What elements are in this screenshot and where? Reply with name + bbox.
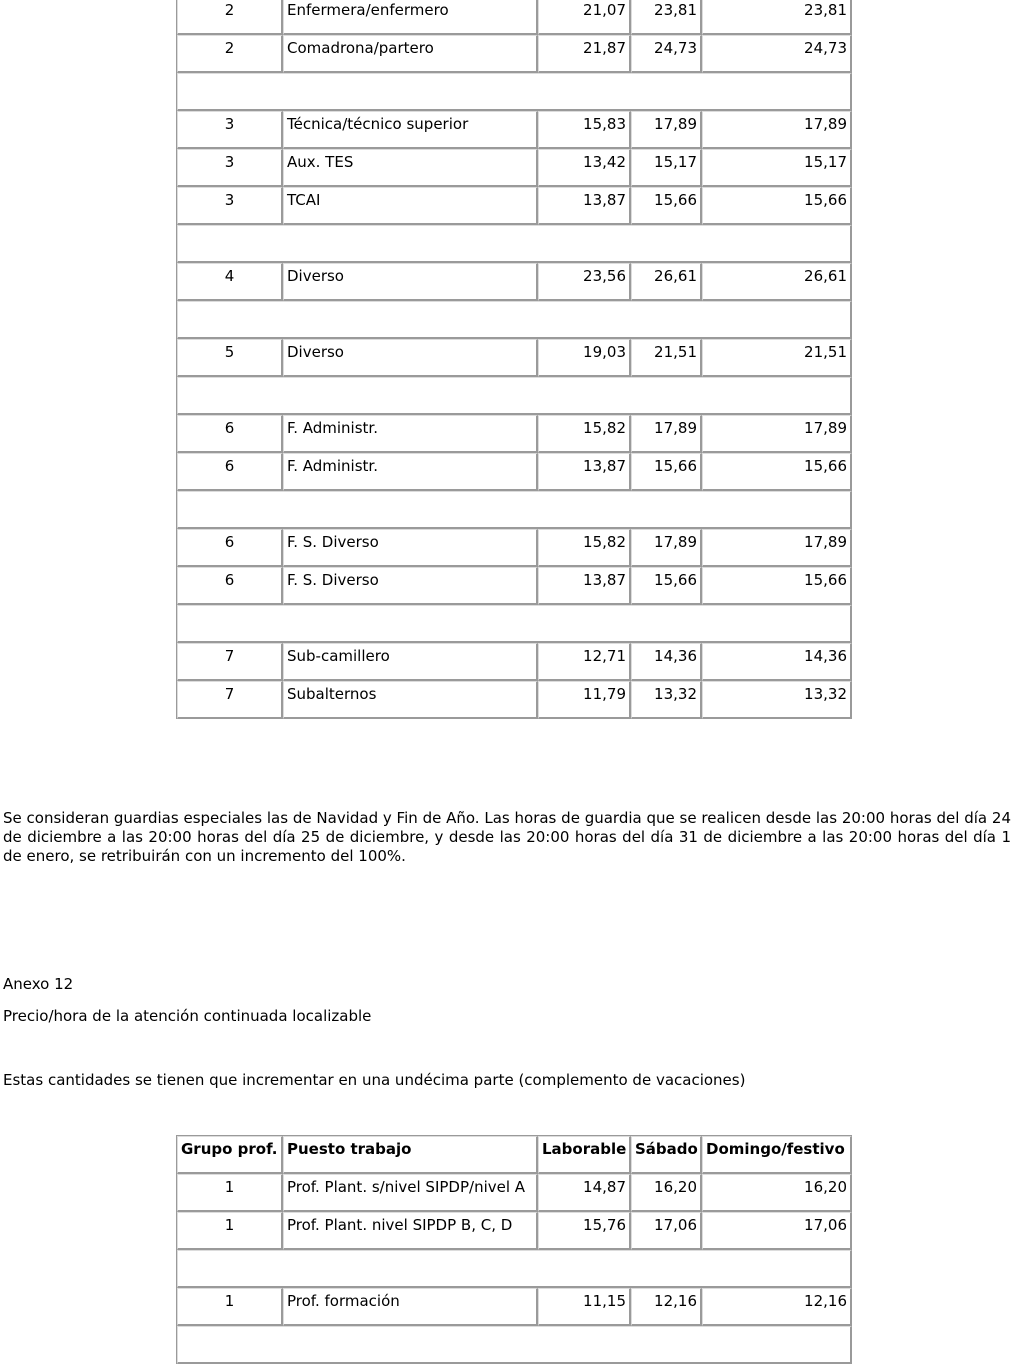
- cell-group: 1: [177, 1212, 283, 1250]
- cell-domingo: 17,06: [702, 1212, 852, 1250]
- cell-laborable: 15,76: [538, 1212, 631, 1250]
- cell-job: Diverso: [283, 339, 538, 377]
- table-row: [177, 567, 852, 605]
- localizable-rates-table: [176, 1135, 852, 1364]
- spacer-cell: [177, 1326, 852, 1364]
- spacer-row: [177, 1326, 852, 1364]
- cell-sabado: 21,51: [631, 339, 702, 377]
- cell-domingo: 17,89: [702, 415, 852, 453]
- spacer-cell: [177, 225, 852, 263]
- cell-sabado: 26,61: [631, 263, 702, 301]
- table-row: [177, 529, 852, 567]
- cell-sabado: 14,36: [631, 643, 702, 681]
- cell-sabado: 12,16: [631, 1288, 702, 1326]
- spacer-cell: [177, 301, 852, 339]
- spacer-cell: [177, 1250, 852, 1288]
- cell-sabado: 13,32: [631, 681, 702, 719]
- cell-laborable: 23,56: [538, 263, 631, 301]
- cell-laborable: 14,87: [538, 1174, 631, 1212]
- header-sabado: Sábado: [631, 1136, 702, 1174]
- cell-domingo: 13,32: [702, 681, 852, 719]
- cell-laborable: 13,87: [538, 453, 631, 491]
- table-row: [177, 35, 852, 73]
- cell-laborable: 11,79: [538, 681, 631, 719]
- spacer-row: [177, 491, 852, 529]
- cell-group: 4: [177, 263, 283, 301]
- cell-domingo: 21,51: [702, 339, 852, 377]
- cell-laborable: 13,87: [538, 187, 631, 225]
- cell-domingo: 15,66: [702, 187, 852, 225]
- table-header-row: [177, 1136, 852, 1174]
- table-row: [177, 681, 852, 719]
- cell-laborable: 15,82: [538, 415, 631, 453]
- annex-note: Estas cantidades se tienen que incrementar en una undécima parte (complemento de vacaciones): [3, 1071, 746, 1089]
- cell-job: F. Administr.: [283, 415, 538, 453]
- cell-domingo: 15,17: [702, 149, 852, 187]
- cell-sabado: 15,66: [631, 187, 702, 225]
- cell-laborable: 13,42: [538, 149, 631, 187]
- cell-job: TCAI: [283, 187, 538, 225]
- cell-group: 7: [177, 643, 283, 681]
- cell-job: Prof. formación: [283, 1288, 538, 1326]
- cell-sabado: 24,73: [631, 35, 702, 73]
- cell-group: 1: [177, 1174, 283, 1212]
- cell-job: F. Administr.: [283, 453, 538, 491]
- table-row: [177, 453, 852, 491]
- cell-laborable: 21,07: [538, 0, 631, 35]
- cell-laborable: 15,82: [538, 529, 631, 567]
- table-row: [177, 149, 852, 187]
- cell-laborable: 19,03: [538, 339, 631, 377]
- cell-group: 3: [177, 149, 283, 187]
- cell-domingo: 17,89: [702, 529, 852, 567]
- cell-sabado: 17,89: [631, 415, 702, 453]
- cell-sabado: 15,66: [631, 567, 702, 605]
- table-row: [177, 111, 852, 149]
- guard-rates-table-body: [177, 0, 852, 719]
- cell-job: Prof. Plant. s/nivel SIPDP/nivel A: [283, 1174, 538, 1212]
- cell-domingo: 23,81: [702, 0, 852, 35]
- cell-job: Enfermera/enfermero: [283, 0, 538, 35]
- cell-laborable: 12,71: [538, 643, 631, 681]
- table-row: [177, 0, 852, 35]
- cell-job: Comadrona/partero: [283, 35, 538, 73]
- cell-group: 3: [177, 111, 283, 149]
- cell-domingo: 24,73: [702, 35, 852, 73]
- cell-sabado: 15,17: [631, 149, 702, 187]
- cell-group: 3: [177, 187, 283, 225]
- table-row: [177, 1174, 852, 1212]
- localizable-rates-table-body: [177, 1174, 852, 1364]
- table-row: [177, 415, 852, 453]
- spacer-row: [177, 73, 852, 111]
- table-row: [177, 1288, 852, 1326]
- cell-job: Diverso: [283, 263, 538, 301]
- cell-group: 6: [177, 529, 283, 567]
- table-row: [177, 263, 852, 301]
- cell-group: 2: [177, 0, 283, 35]
- annex-subtitle: Precio/hora de la atención continuada localizable: [3, 1007, 372, 1025]
- cell-job: F. S. Diverso: [283, 567, 538, 605]
- table-row: [177, 187, 852, 225]
- cell-sabado: 17,06: [631, 1212, 702, 1250]
- cell-domingo: 12,16: [702, 1288, 852, 1326]
- table-row: [177, 1212, 852, 1250]
- header-group: Grupo prof.: [177, 1136, 283, 1174]
- cell-sabado: 17,89: [631, 529, 702, 567]
- cell-group: 6: [177, 567, 283, 605]
- spacer-cell: [177, 377, 852, 415]
- cell-group: 6: [177, 415, 283, 453]
- cell-domingo: 16,20: [702, 1174, 852, 1212]
- cell-domingo: 26,61: [702, 263, 852, 301]
- cell-sabado: 15,66: [631, 453, 702, 491]
- cell-group: 7: [177, 681, 283, 719]
- header-laborable: Laborable: [538, 1136, 631, 1174]
- spacer-row: [177, 1250, 852, 1288]
- table-row: [177, 339, 852, 377]
- annex-title: Anexo 12: [3, 975, 74, 993]
- guard-rates-table: [176, 0, 852, 719]
- spacer-cell: [177, 605, 852, 643]
- cell-domingo: 14,36: [702, 643, 852, 681]
- spacer-row: [177, 377, 852, 415]
- cell-job: Sub-camillero: [283, 643, 538, 681]
- special-guard-paragraph: Se consideran guardias especiales las de Navidad y Fin de Año. Las horas de guardia que se realicen desde las 20:00 horas del día 24 de diciembre a las 20:00 horas del día 25 de diciembre, y desde las 20:00 horas del día 31 de diciembre a las 20:00 horas del día 1 de enero, se retribuirán con un incremento del 100%.: [3, 809, 1011, 865]
- cell-domingo: 15,66: [702, 453, 852, 491]
- cell-sabado: 23,81: [631, 0, 702, 35]
- cell-domingo: 17,89: [702, 111, 852, 149]
- cell-group: 5: [177, 339, 283, 377]
- cell-job: Prof. Plant. nivel SIPDP B, C, D: [283, 1212, 538, 1250]
- cell-laborable: 21,87: [538, 35, 631, 73]
- cell-laborable: 13,87: [538, 567, 631, 605]
- cell-domingo: 15,66: [702, 567, 852, 605]
- spacer-row: [177, 605, 852, 643]
- cell-job: F. S. Diverso: [283, 529, 538, 567]
- cell-sabado: 16,20: [631, 1174, 702, 1212]
- spacer-cell: [177, 73, 852, 111]
- cell-group: 2: [177, 35, 283, 73]
- cell-job: Aux. TES: [283, 149, 538, 187]
- cell-laborable: 11,15: [538, 1288, 631, 1326]
- cell-job: Técnica/técnico superior: [283, 111, 538, 149]
- spacer-cell: [177, 491, 852, 529]
- cell-group: 6: [177, 453, 283, 491]
- cell-job: Subalternos: [283, 681, 538, 719]
- cell-sabado: 17,89: [631, 111, 702, 149]
- header-domingo: Domingo/festivo: [702, 1136, 852, 1174]
- header-job: Puesto trabajo: [283, 1136, 538, 1174]
- table-row: [177, 643, 852, 681]
- spacer-row: [177, 301, 852, 339]
- spacer-row: [177, 225, 852, 263]
- cell-group: 1: [177, 1288, 283, 1326]
- cell-laborable: 15,83: [538, 111, 631, 149]
